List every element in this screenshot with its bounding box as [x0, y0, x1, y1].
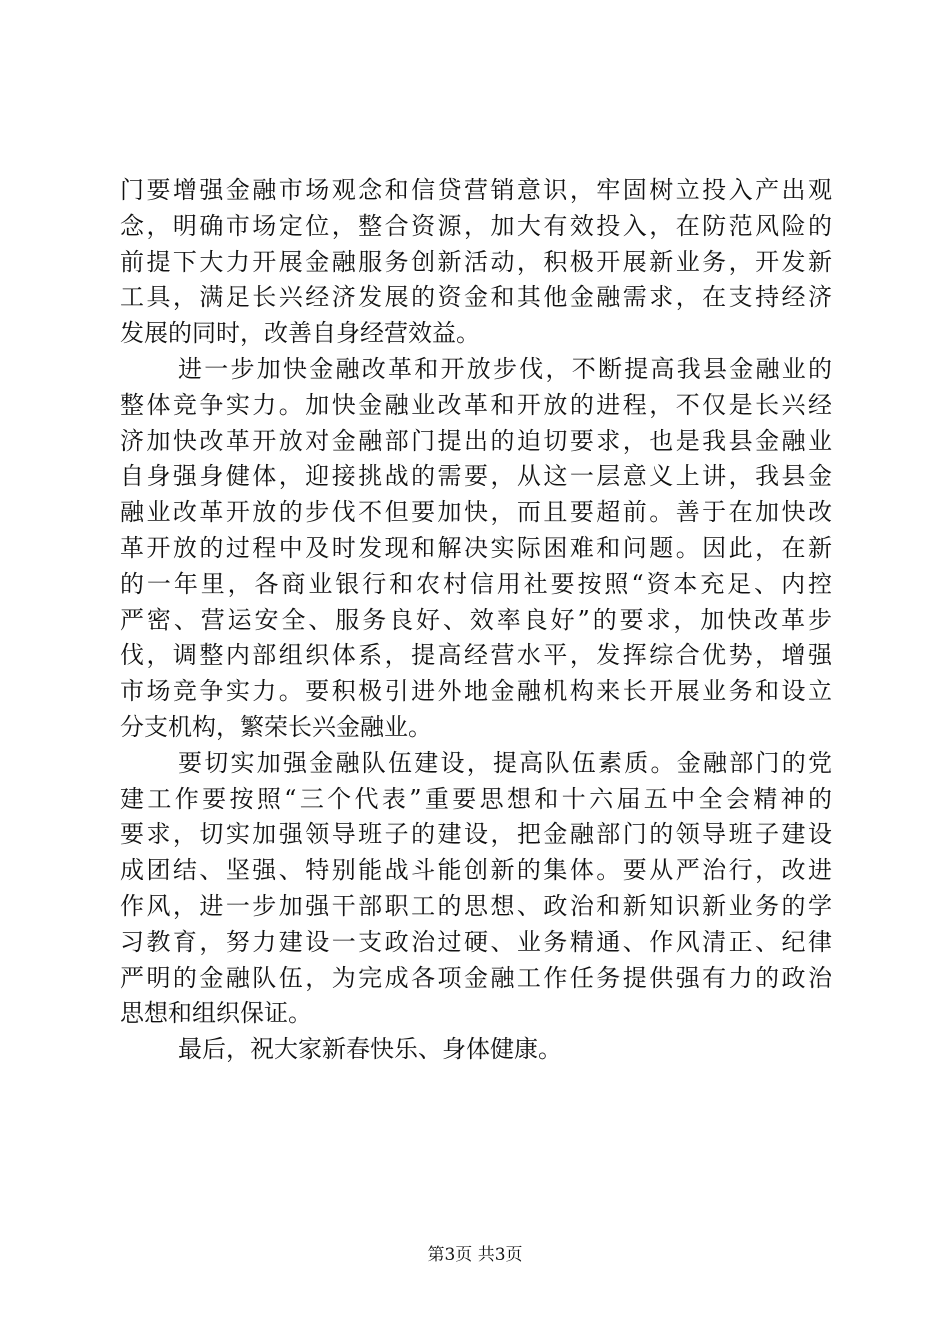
text-line: 发展的同时，改善自身经营效益。 — [120, 319, 480, 348]
text-line: 自身强身健体，迎接挑战的需要，从这一层意义上讲，我县金 — [120, 462, 832, 491]
text-line: 革开放的过程中及时发现和解决实际困难和问题。因此，在新 — [120, 533, 832, 562]
text-line: 分支机构，繁荣长兴金融业。 — [120, 712, 432, 741]
text-line: 的一年里，各商业银行和农村信用社要按照“资本充足、内控 — [120, 569, 832, 598]
text-line: 成团结、坚强、特别能战斗能创新的集体。要从严治行，改进 — [120, 856, 832, 885]
text-line: 习教育，努力建设一支政治过硬、业务精通、作风清正、纪律 — [120, 927, 832, 956]
paragraph-first-line: 要切实加强金融队伍建设，提高队伍素质。金融部门的党 — [178, 748, 832, 777]
document-body — [120, 173, 832, 1068]
text-line: 严明的金融队伍，为完成各项金融工作任务提供强有力的政治 — [120, 963, 832, 992]
text-line: 伐，调整内部组织体系，提高经营水平，发挥综合优势，增强 — [120, 641, 832, 670]
paragraph-first-line: 最后，祝大家新春快乐、身体健康。 — [178, 1035, 562, 1064]
text-line: 融业改革开放的步伐不但要加快，而且要超前。善于在加快改 — [120, 498, 832, 527]
text-line: 市场竞争实力。要积极引进外地金融机构来长开展业务和设立 — [120, 677, 832, 706]
text-line: 前提下大力开展金融服务创新活动，积极开展新业务，开发新 — [120, 247, 832, 276]
text-line: 严密、营运安全、服务良好、效率良好”的要求，加快改革步 — [120, 605, 832, 634]
page-number-footer: 第3页 共3页 — [427, 1245, 523, 1265]
text-line: 要求，切实加强领导班子的建设，把金融部门的领导班子建设 — [120, 820, 832, 849]
text-line: 门要增强金融市场观念和信贷营销意识，牢固树立投入产出观 — [120, 176, 832, 204]
text-line: 整体竞争实力。加快金融业改革和开放的进程，不仅是长兴经 — [120, 390, 832, 419]
text-line: 建工作要按照“三个代表”重要思想和十六届五中全会精神的 — [120, 784, 832, 813]
text-line: 念，明确市场定位，整合资源，加大有效投入，在防范风险的 — [120, 211, 832, 240]
text-line: 思想和组织保证。 — [120, 999, 312, 1028]
text-line: 济加快改革开放对金融部门提出的迫切要求，也是我县金融业 — [120, 426, 832, 455]
paragraph-first-line: 进一步加快金融改革和开放步伐，不断提高我县金融业的 — [178, 354, 832, 383]
text-line: 工具，满足长兴经济发展的资金和其他金融需求，在支持经济 — [120, 283, 832, 312]
text-line: 作风，进一步加强干部职工的思想、政治和新知识新业务的学 — [120, 891, 832, 920]
